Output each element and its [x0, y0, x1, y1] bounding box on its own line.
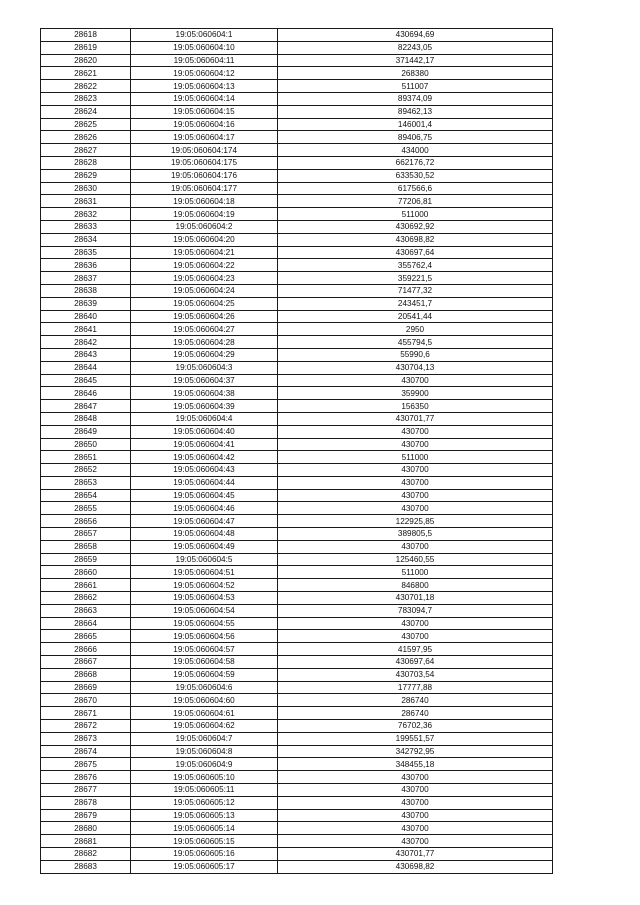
table-row [41, 630, 553, 643]
value-cell: 89374,09 [278, 92, 553, 105]
cadastral-number-cell: 19:05:060604:41 [131, 438, 278, 451]
cadastral-number-cell: 19:05:060604:1 [131, 29, 278, 42]
table-row [41, 387, 553, 400]
cadastral-number-cell: 19:05:060604:175 [131, 156, 278, 169]
value-cell: 156350 [278, 400, 553, 413]
data-table [40, 28, 553, 874]
table-row [41, 771, 553, 784]
table-row [41, 553, 553, 566]
table-row [41, 374, 553, 387]
row-number-cell: 28664 [41, 617, 131, 630]
value-cell: 511000 [278, 566, 553, 579]
cadastral-number-cell: 19:05:060604:42 [131, 451, 278, 464]
cadastral-number-cell: 19:05:060604:24 [131, 284, 278, 297]
table-row [41, 464, 553, 477]
cadastral-number-cell: 19:05:060605:14 [131, 822, 278, 835]
value-cell: 355762,4 [278, 259, 553, 272]
table-row [41, 681, 553, 694]
table-row [41, 592, 553, 605]
table-row [41, 169, 553, 182]
cadastral-number-cell: 19:05:060604:16 [131, 118, 278, 131]
row-number-cell: 28645 [41, 374, 131, 387]
cadastral-number-cell: 19:05:060604:29 [131, 348, 278, 361]
cadastral-number-cell: 19:05:060604:56 [131, 630, 278, 643]
value-cell: 348455,18 [278, 758, 553, 771]
row-number-cell: 28655 [41, 502, 131, 515]
table-row [41, 732, 553, 745]
row-number-cell: 28633 [41, 220, 131, 233]
table-row [41, 29, 553, 42]
value-cell: 125460,55 [278, 553, 553, 566]
value-cell: 89406,75 [278, 131, 553, 144]
cadastral-number-cell: 19:05:060604:43 [131, 464, 278, 477]
table-row [41, 438, 553, 451]
cadastral-number-cell: 19:05:060605:15 [131, 835, 278, 848]
row-number-cell: 28620 [41, 54, 131, 67]
row-number-cell: 28660 [41, 566, 131, 579]
value-cell: 268380 [278, 67, 553, 80]
value-cell: 455794,5 [278, 336, 553, 349]
cadastral-number-cell: 19:05:060605:11 [131, 784, 278, 797]
cadastral-number-cell: 19:05:060604:19 [131, 208, 278, 221]
table-row [41, 259, 553, 272]
table-row [41, 156, 553, 169]
value-cell: 430700 [278, 438, 553, 451]
table-row [41, 784, 553, 797]
value-cell: 434000 [278, 144, 553, 157]
value-cell: 430700 [278, 464, 553, 477]
cadastral-number-cell: 19:05:060605:16 [131, 848, 278, 861]
value-cell: 122925,85 [278, 515, 553, 528]
cadastral-number-cell: 19:05:060604:7 [131, 732, 278, 745]
value-cell: 146001,4 [278, 118, 553, 131]
value-cell: 430694,69 [278, 29, 553, 42]
table-row [41, 361, 553, 374]
row-number-cell: 28625 [41, 118, 131, 131]
table-row [41, 643, 553, 656]
value-cell: 243451,7 [278, 297, 553, 310]
table-row [41, 272, 553, 285]
table-row [41, 489, 553, 502]
table-row [41, 720, 553, 733]
cadastral-number-cell: 19:05:060604:27 [131, 323, 278, 336]
row-number-cell: 28661 [41, 579, 131, 592]
table-row [41, 131, 553, 144]
value-cell: 430700 [278, 425, 553, 438]
value-cell: 783094,7 [278, 604, 553, 617]
value-cell: 286740 [278, 707, 553, 720]
row-number-cell: 28677 [41, 784, 131, 797]
value-cell: 430697,64 [278, 246, 553, 259]
row-number-cell: 28658 [41, 540, 131, 553]
table-row [41, 80, 553, 93]
value-cell: 662176,72 [278, 156, 553, 169]
cadastral-number-cell: 19:05:060604:12 [131, 67, 278, 80]
value-cell: 89462,13 [278, 105, 553, 118]
cadastral-number-cell: 19:05:060604:44 [131, 476, 278, 489]
cadastral-number-cell: 19:05:060604:8 [131, 745, 278, 758]
table-row [41, 809, 553, 822]
value-cell: 359221,5 [278, 272, 553, 285]
value-cell: 430700 [278, 489, 553, 502]
row-number-cell: 28627 [41, 144, 131, 157]
row-number-cell: 28667 [41, 656, 131, 669]
cadastral-number-cell: 19:05:060605:10 [131, 771, 278, 784]
cadastral-number-cell: 19:05:060604:61 [131, 707, 278, 720]
table-row [41, 502, 553, 515]
cadastral-number-cell: 19:05:060604:62 [131, 720, 278, 733]
value-cell: 430701,77 [278, 412, 553, 425]
cadastral-number-cell: 19:05:060604:18 [131, 195, 278, 208]
value-cell: 430700 [278, 796, 553, 809]
table-row [41, 668, 553, 681]
cadastral-number-cell: 19:05:060604:60 [131, 694, 278, 707]
value-cell: 511000 [278, 208, 553, 221]
value-cell: 389805,5 [278, 528, 553, 541]
row-number-cell: 28663 [41, 604, 131, 617]
cadastral-number-cell: 19:05:060604:37 [131, 374, 278, 387]
row-number-cell: 28631 [41, 195, 131, 208]
table-row [41, 310, 553, 323]
table-row [41, 105, 553, 118]
cadastral-number-cell: 19:05:060604:57 [131, 643, 278, 656]
row-number-cell: 28669 [41, 681, 131, 694]
value-cell: 17777,88 [278, 681, 553, 694]
row-number-cell: 28641 [41, 323, 131, 336]
value-cell: 77206,81 [278, 195, 553, 208]
row-number-cell: 28666 [41, 643, 131, 656]
value-cell: 430700 [278, 784, 553, 797]
value-cell: 430698,82 [278, 233, 553, 246]
table-row [41, 41, 553, 54]
row-number-cell: 28681 [41, 835, 131, 848]
table-row [41, 604, 553, 617]
cadastral-number-cell: 19:05:060604:174 [131, 144, 278, 157]
table-row [41, 835, 553, 848]
row-number-cell: 28662 [41, 592, 131, 605]
value-cell: 511000 [278, 451, 553, 464]
row-number-cell: 28622 [41, 80, 131, 93]
cadastral-number-cell: 19:05:060604:28 [131, 336, 278, 349]
value-cell: 82243,05 [278, 41, 553, 54]
value-cell: 76702,36 [278, 720, 553, 733]
value-cell: 511007 [278, 80, 553, 93]
table-row [41, 195, 553, 208]
cadastral-number-cell: 19:05:060604:55 [131, 617, 278, 630]
table-row [41, 822, 553, 835]
table-row [41, 796, 553, 809]
row-number-cell: 28623 [41, 92, 131, 105]
value-cell: 617566,6 [278, 182, 553, 195]
table-body [41, 29, 553, 874]
row-number-cell: 28648 [41, 412, 131, 425]
cadastral-number-cell: 19:05:060604:176 [131, 169, 278, 182]
value-cell: 430700 [278, 835, 553, 848]
cadastral-number-cell: 19:05:060604:45 [131, 489, 278, 502]
cadastral-number-cell: 19:05:060604:13 [131, 80, 278, 93]
table-row [41, 515, 553, 528]
value-cell: 55990,6 [278, 348, 553, 361]
table-row [41, 92, 553, 105]
cadastral-number-cell: 19:05:060604:23 [131, 272, 278, 285]
row-number-cell: 28632 [41, 208, 131, 221]
table-row [41, 540, 553, 553]
cadastral-number-cell: 19:05:060604:49 [131, 540, 278, 553]
cadastral-number-cell: 19:05:060604:52 [131, 579, 278, 592]
value-cell: 359900 [278, 387, 553, 400]
row-number-cell: 28676 [41, 771, 131, 784]
value-cell: 430700 [278, 809, 553, 822]
value-cell: 846800 [278, 579, 553, 592]
row-number-cell: 28659 [41, 553, 131, 566]
table-row [41, 182, 553, 195]
value-cell: 430700 [278, 771, 553, 784]
table-row [41, 848, 553, 861]
row-number-cell: 28671 [41, 707, 131, 720]
row-number-cell: 28683 [41, 860, 131, 873]
table-row [41, 412, 553, 425]
row-number-cell: 28656 [41, 515, 131, 528]
value-cell: 430700 [278, 374, 553, 387]
cadastral-number-cell: 19:05:060604:51 [131, 566, 278, 579]
row-number-cell: 28650 [41, 438, 131, 451]
row-number-cell: 28626 [41, 131, 131, 144]
cadastral-number-cell: 19:05:060604:59 [131, 668, 278, 681]
value-cell: 2950 [278, 323, 553, 336]
value-cell: 633530,52 [278, 169, 553, 182]
row-number-cell: 28637 [41, 272, 131, 285]
table-row [41, 656, 553, 669]
row-number-cell: 28674 [41, 745, 131, 758]
row-number-cell: 28639 [41, 297, 131, 310]
value-cell: 430698,82 [278, 860, 553, 873]
table-row [41, 246, 553, 259]
cadastral-number-cell: 19:05:060604:46 [131, 502, 278, 515]
table-row [41, 233, 553, 246]
row-number-cell: 28665 [41, 630, 131, 643]
value-cell: 430700 [278, 822, 553, 835]
value-cell: 430703,54 [278, 668, 553, 681]
row-number-cell: 28640 [41, 310, 131, 323]
value-cell: 430700 [278, 540, 553, 553]
table-row [41, 528, 553, 541]
table-row [41, 579, 553, 592]
row-number-cell: 28651 [41, 451, 131, 464]
row-number-cell: 28619 [41, 41, 131, 54]
cadastral-number-cell: 19:05:060604:14 [131, 92, 278, 105]
table-row [41, 118, 553, 131]
cadastral-number-cell: 19:05:060605:17 [131, 860, 278, 873]
row-number-cell: 28675 [41, 758, 131, 771]
table-row [41, 336, 553, 349]
table-row [41, 400, 553, 413]
value-cell: 430700 [278, 617, 553, 630]
table-row [41, 348, 553, 361]
value-cell: 430700 [278, 502, 553, 515]
cadastral-number-cell: 19:05:060604:15 [131, 105, 278, 118]
row-number-cell: 28673 [41, 732, 131, 745]
cadastral-number-cell: 19:05:060604:4 [131, 412, 278, 425]
cadastral-number-cell: 19:05:060604:26 [131, 310, 278, 323]
value-cell: 430700 [278, 630, 553, 643]
value-cell: 20541,44 [278, 310, 553, 323]
row-number-cell: 28628 [41, 156, 131, 169]
row-number-cell: 28680 [41, 822, 131, 835]
value-cell: 430692,92 [278, 220, 553, 233]
row-number-cell: 28642 [41, 336, 131, 349]
cadastral-number-cell: 19:05:060604:2 [131, 220, 278, 233]
row-number-cell: 28634 [41, 233, 131, 246]
cadastral-number-cell: 19:05:060604:9 [131, 758, 278, 771]
table-row [41, 758, 553, 771]
row-number-cell: 28618 [41, 29, 131, 42]
value-cell: 286740 [278, 694, 553, 707]
row-number-cell: 28644 [41, 361, 131, 374]
row-number-cell: 28657 [41, 528, 131, 541]
row-number-cell: 28621 [41, 67, 131, 80]
cadastral-number-cell: 19:05:060604:38 [131, 387, 278, 400]
row-number-cell: 28646 [41, 387, 131, 400]
value-cell: 199551,57 [278, 732, 553, 745]
table-row [41, 284, 553, 297]
cadastral-number-cell: 19:05:060604:40 [131, 425, 278, 438]
table-row [41, 617, 553, 630]
row-number-cell: 28624 [41, 105, 131, 118]
table-row [41, 297, 553, 310]
table-row [41, 707, 553, 720]
cadastral-number-cell: 19:05:060604:3 [131, 361, 278, 374]
value-cell: 342792,95 [278, 745, 553, 758]
row-number-cell: 28629 [41, 169, 131, 182]
cadastral-number-cell: 19:05:060604:48 [131, 528, 278, 541]
table-row [41, 208, 553, 221]
table-row [41, 54, 553, 67]
row-number-cell: 28647 [41, 400, 131, 413]
cadastral-number-cell: 19:05:060604:10 [131, 41, 278, 54]
cadastral-number-cell: 19:05:060604:25 [131, 297, 278, 310]
table-row [41, 566, 553, 579]
row-number-cell: 28630 [41, 182, 131, 195]
table-row [41, 451, 553, 464]
row-number-cell: 28672 [41, 720, 131, 733]
cadastral-number-cell: 19:05:060604:53 [131, 592, 278, 605]
value-cell: 430704,13 [278, 361, 553, 374]
row-number-cell: 28638 [41, 284, 131, 297]
table-row [41, 476, 553, 489]
cadastral-number-cell: 19:05:060604:177 [131, 182, 278, 195]
value-cell: 430701,18 [278, 592, 553, 605]
cadastral-number-cell: 19:05:060605:13 [131, 809, 278, 822]
row-number-cell: 28636 [41, 259, 131, 272]
row-number-cell: 28668 [41, 668, 131, 681]
value-cell: 371442,17 [278, 54, 553, 67]
cadastral-number-cell: 19:05:060604:5 [131, 553, 278, 566]
row-number-cell: 28649 [41, 425, 131, 438]
value-cell: 430697,64 [278, 656, 553, 669]
cadastral-number-cell: 19:05:060604:39 [131, 400, 278, 413]
row-number-cell: 28679 [41, 809, 131, 822]
row-number-cell: 28652 [41, 464, 131, 477]
row-number-cell: 28653 [41, 476, 131, 489]
cadastral-number-cell: 19:05:060604:21 [131, 246, 278, 259]
cadastral-number-cell: 19:05:060604:47 [131, 515, 278, 528]
value-cell: 71477,32 [278, 284, 553, 297]
row-number-cell: 28643 [41, 348, 131, 361]
cadastral-number-cell: 19:05:060604:20 [131, 233, 278, 246]
table-row [41, 745, 553, 758]
value-cell: 430701,77 [278, 848, 553, 861]
table-row [41, 323, 553, 336]
row-number-cell: 28670 [41, 694, 131, 707]
value-cell: 430700 [278, 476, 553, 489]
row-number-cell: 28635 [41, 246, 131, 259]
cadastral-number-cell: 19:05:060604:17 [131, 131, 278, 144]
cadastral-number-cell: 19:05:060604:11 [131, 54, 278, 67]
row-number-cell: 28682 [41, 848, 131, 861]
cadastral-number-cell: 19:05:060604:6 [131, 681, 278, 694]
table-row [41, 860, 553, 873]
value-cell: 41597,95 [278, 643, 553, 656]
cadastral-number-cell: 19:05:060605:12 [131, 796, 278, 809]
table-row [41, 220, 553, 233]
table-row [41, 694, 553, 707]
row-number-cell: 28678 [41, 796, 131, 809]
table-row [41, 144, 553, 157]
row-number-cell: 28654 [41, 489, 131, 502]
cadastral-number-cell: 19:05:060604:58 [131, 656, 278, 669]
cadastral-number-cell: 19:05:060604:22 [131, 259, 278, 272]
table-row [41, 67, 553, 80]
table-row [41, 425, 553, 438]
cadastral-number-cell: 19:05:060604:54 [131, 604, 278, 617]
